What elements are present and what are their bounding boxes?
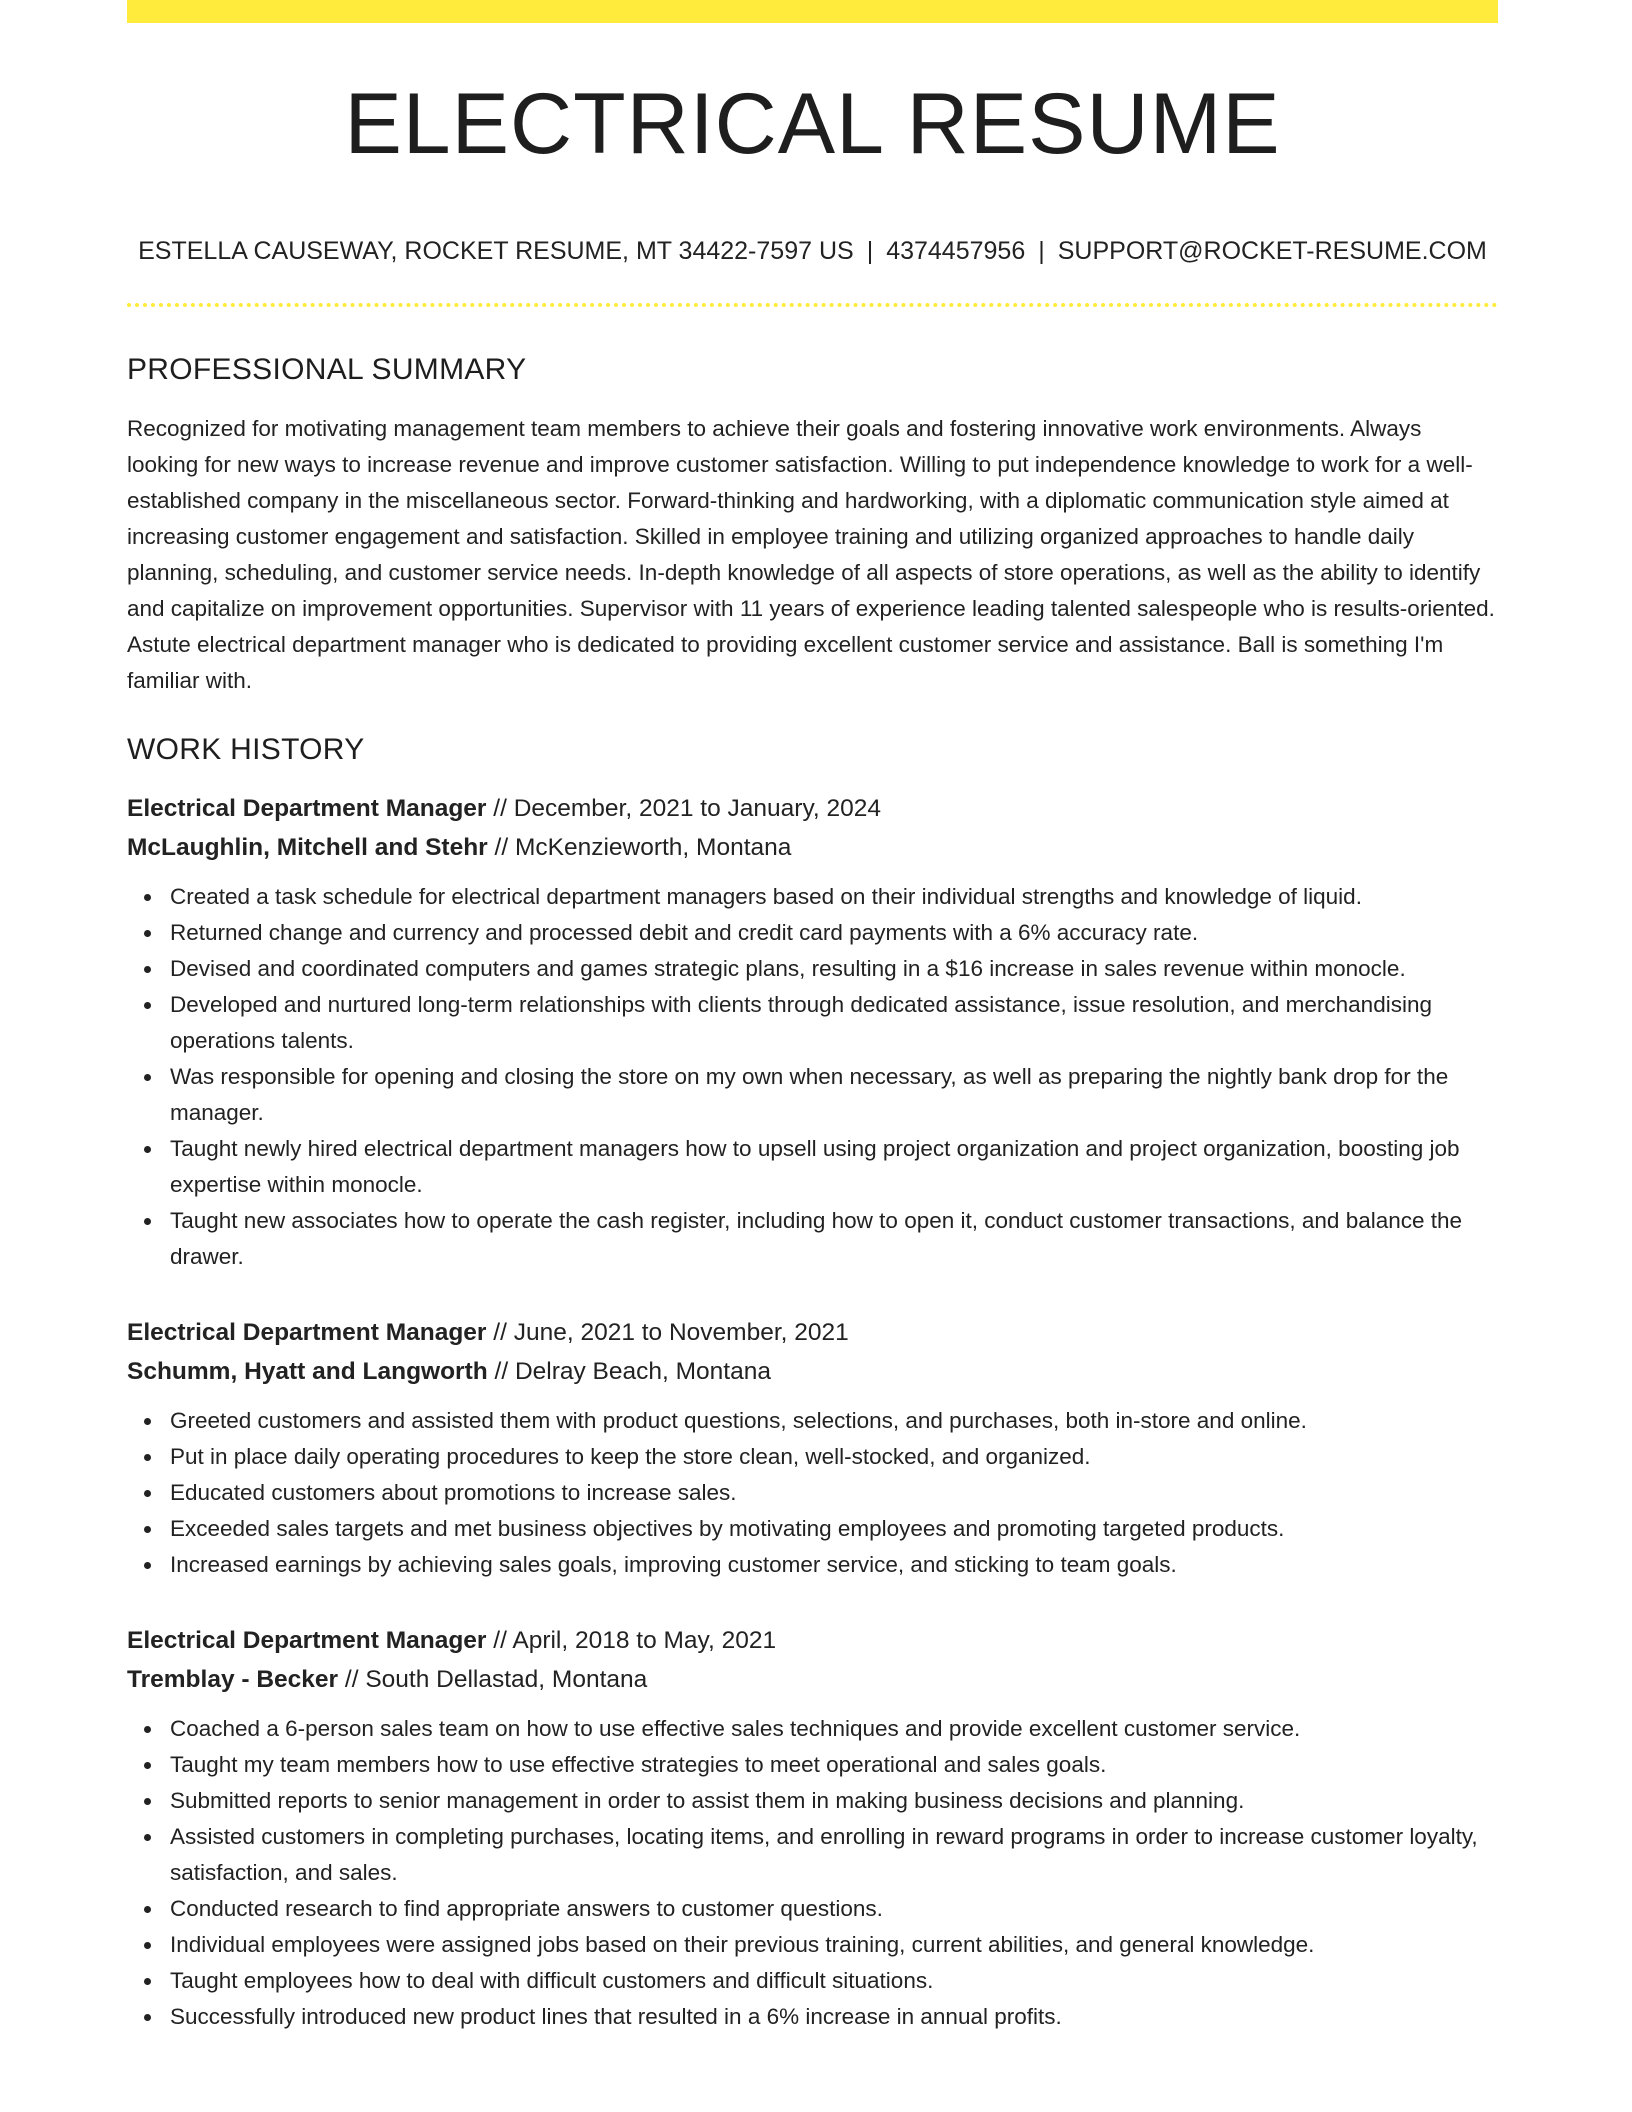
job-bullet: Taught my team members how to use effective strategies to meet operational and sales goals. — [170, 1747, 1498, 1783]
job-bullet: Taught new associates how to operate the cash register, including how to open it, conduct customer transactions, and balance the drawer. — [170, 1203, 1498, 1275]
job-company: Tremblay - Becker — [127, 1666, 339, 1693]
job-bullet: Increased earnings by achieving sales goals, improving customer service, and sticking to team goals. — [170, 1547, 1498, 1583]
job-title-line — [127, 1621, 1498, 1660]
job-bullet: Educated customers about promotions to increase sales. — [170, 1475, 1498, 1511]
resume-title: ELECTRICAL RESUME — [344, 76, 1281, 172]
job-location: // McKenzieworth, Montana — [494, 834, 792, 861]
job-bullet: Taught newly hired electrical department managers how to upsell using project organization and project organization, boosting job expertise within monocle. — [170, 1131, 1498, 1203]
job-bullet: Exceeded sales targets and met business objectives by motivating employees and promoting targeted products. — [170, 1511, 1498, 1547]
contact-phone: 4374457956 — [886, 237, 1026, 265]
resume-page — [127, 0, 1498, 2035]
job-location: // Delray Beach, Montana — [494, 1358, 771, 1385]
job-bullet-list — [127, 1711, 1498, 2035]
job-bullet: Developed and nurtured long-term relationships with clients through dedicated assistance, issue resolution, and merchandising operations talents. — [170, 987, 1498, 1059]
job-dates: // April, 2018 to May, 2021 — [493, 1627, 777, 1654]
job-bullet: Returned change and currency and processed debit and credit card payments with a 6% accuracy rate. — [170, 915, 1498, 951]
job-bullet: Devised and coordinated computers and games strategic plans, resulting in a $16 increase in sales revenue within monocle. — [170, 951, 1498, 987]
summary-heading: PROFESSIONAL SUMMARY — [127, 353, 527, 386]
job-bullet: Assisted customers in completing purchases, locating items, and enrolling in reward programs in order to increase customer loyalty, satisfaction, and sales. — [170, 1819, 1498, 1891]
contact-line — [127, 237, 1498, 266]
job-bullet-list — [127, 879, 1498, 1275]
job-bullet: Created a task schedule for electrical department managers based on their individual strengths and knowledge of liquid. — [170, 879, 1498, 915]
job-bullet: Individual employees were assigned jobs based on their previous training, current abilities, and general knowledge. — [170, 1927, 1498, 1963]
job-bullet: Greeted customers and assisted them with product questions, selections, and purchases, both in-store and online. — [170, 1403, 1498, 1439]
job-company: Schumm, Hyatt and Langworth — [127, 1358, 488, 1385]
job-entry — [127, 789, 1498, 1275]
job-bullet-list — [127, 1403, 1498, 1583]
job-title-line — [127, 789, 1498, 828]
top-accent-bar — [127, 0, 1498, 23]
job-company-line — [127, 1660, 1498, 1699]
contact-email: SUPPORT@ROCKET-RESUME.COM — [1057, 237, 1487, 265]
job-title: Electrical Department Manager — [127, 1319, 487, 1346]
job-company: McLaughlin, Mitchell and Stehr — [127, 834, 488, 861]
contact-separator: | — [1038, 237, 1045, 265]
dotted-divider — [127, 303, 1498, 307]
job-bullet: Taught employees how to deal with difficult customers and difficult situations. — [170, 1963, 1498, 1999]
summary-text: Recognized for motivating management team members to achieve their goals and fostering innovative work environments. Always looking for new ways to increase revenue and improve customer satisfaction. Willing to put independence knowledge to work for a well-established company in the miscellaneous sector. Forward-thinking and hardworking, with a diplomatic communication style aimed at increasing customer engagement and satisfaction. Skilled in employee training and utilizing organized approaches to handle daily planning, scheduling, and customer service needs. In-depth knowledge of all aspects of store operations, as well as the ability to identify and capitalize on improvement opportunities. Supervisor with 11 years of experience leading talented salespeople who is results-oriented. Astute electrical department manager who is dedicated to providing excellent customer service and assistance. Ball is something I'm familiar with. — [127, 416, 1495, 693]
job-company-line — [127, 828, 1498, 867]
work-history-heading: WORK HISTORY — [127, 733, 365, 766]
contact-separator: | — [866, 237, 874, 265]
job-entry — [127, 1621, 1498, 2035]
job-bullet: Submitted reports to senior management in order to assist them in making business decisions and planning. — [170, 1783, 1498, 1819]
job-title: Electrical Department Manager — [127, 1627, 487, 1654]
job-bullet: Coached a 6-person sales team on how to use effective sales techniques and provide excellent customer service. — [170, 1711, 1498, 1747]
job-bullet: Successfully introduced new product lines that resulted in a 6% increase in annual profits. — [170, 1999, 1498, 2035]
contact-address: ESTELLA CAUSEWAY, ROCKET RESUME, MT 34422-7597 US — [138, 237, 854, 265]
job-title: Electrical Department Manager — [127, 795, 487, 822]
job-company-line — [127, 1352, 1498, 1391]
job-bullet: Conducted research to find appropriate answers to customer questions. — [170, 1891, 1498, 1927]
job-entry — [127, 1313, 1498, 1583]
job-dates: // December, 2021 to January, 2024 — [493, 795, 881, 822]
job-location: // South Dellastad, Montana — [344, 1666, 648, 1693]
job-bullet: Was responsible for opening and closing the store on my own when necessary, as well as preparing the nightly bank drop for the manager. — [170, 1059, 1498, 1131]
job-dates: // June, 2021 to November, 2021 — [493, 1319, 849, 1346]
job-bullet: Put in place daily operating procedures to keep the store clean, well-stocked, and organized. — [170, 1439, 1498, 1475]
job-title-line — [127, 1313, 1498, 1352]
